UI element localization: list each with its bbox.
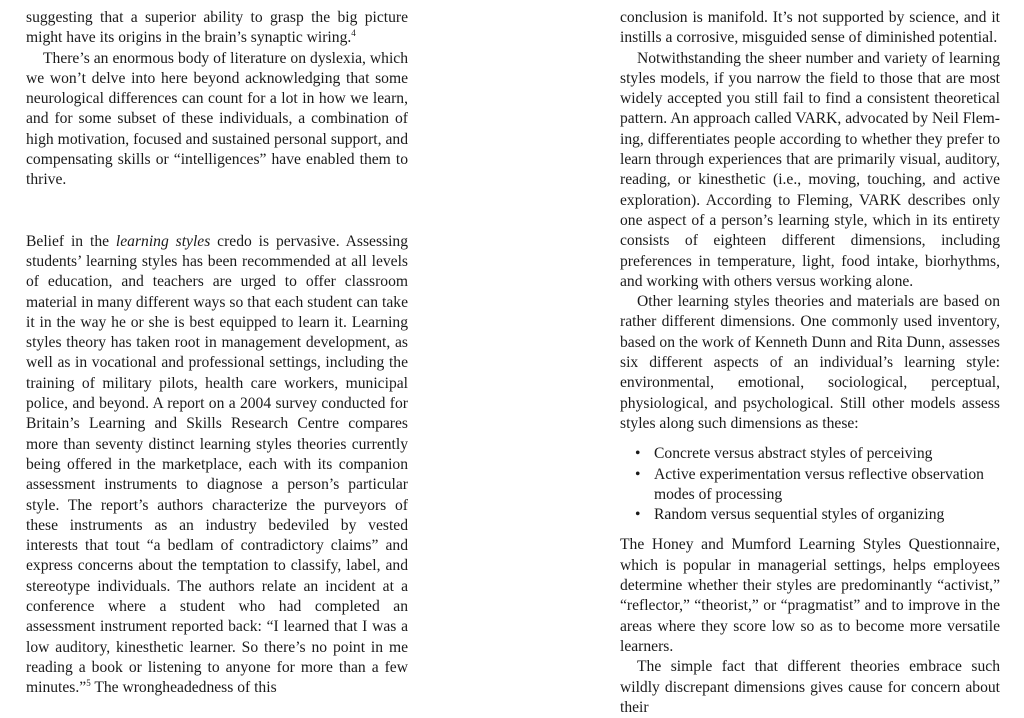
paragraph: Other learning styles theories and materials are based on rather different dimensions. One commonly used inventory, based on the work of Kenneth Dunn and Rita Dunn, assesses six different aspects of an individual’s learning style: environmental, emotional, sociological, perceptual, physiological, and psychological. Still other models assess styles along such dimensions as these: [620,293,1000,432]
paragraph: The Honey and Mumford Learning Styles Questionnaire, which is popular in managerial settings, helps employees determine whether their styles are predominantly “activist,” “reflector,” “theorist,” or “pragmatist” and to improve in the areas where they score low so as to become more versatile learners. [620,536,1000,655]
paragraph-text: The wrongheadedness of this [90,679,277,697]
list-item: • Concrete versus abstract styles of perceiving [635,444,1000,464]
right-column [620,8,1000,718]
left-column [26,8,408,699]
paragraph: Notwithstanding the sheer number and variety of learning styles models, if you narrow the field to those that are most widely accepted you still fail to find a consistent theoretical pattern. An approach called VARK, advocated by Neil Fleming, differentiates people according to whether they prefer to learn through experiences that are primarily visual, auditory, reading, or kinesthetic (i.e., moving, touching, and active exploration). According to Fleming, VARK describes only one aspect of a person’s learning style, which in its entirety consists of eighteen different dimensions, including preferences in temperature, light, food intake, biorhythms, and working with others versus working alone. [620,49,1000,290]
paragraph: There’s an enormous body of literature on dyslexia, which we won’t delve into here beyond acknowledging that some neurological differences can count for a lot in how we learn, and for some subset of these individuals, a combination of high motivation, focused and sustained personal support, and compensating skills or “intelligences” have enabled them to thrive. [26,49,408,189]
bullet-list [620,444,1000,525]
footnote-ref: 4 [351,28,356,39]
italic-term: learning styles [115,232,211,250]
section-break [26,191,408,232]
spacer [620,434,1000,444]
spacer [620,525,1000,535]
list-item: • Active experimentation versus reflective observation modes of processing [635,465,1000,506]
paragraph-text: suggesting that a superior ability to grasp the big picture might have its origins in the brain’s synaptic wiring. [26,9,408,47]
paragraph [26,232,408,699]
paragraph [26,8,408,49]
paragraph-text: Belief in the [26,232,116,250]
footnote-ref: 5 [86,678,91,689]
list-item: • Random versus sequential styles of organizing [635,505,1000,525]
paragraph: conclusion is manifold. It’s not supported by science, and it instills a corrosive, misguided sense of diminished potential. [620,9,1000,47]
paragraph: The simple fact that different theories embrace such wildly discrepant dimensions gives cause for concern about their [620,658,1000,716]
paragraph-text: credo is pervasive. Assessing students’ learning styles has been recommended at all levels of education, and teachers are urged to offer classroom material in many different ways so that each student can take it in the way he or she is best equipped to learn it. Learning styles theory has taken root in management development, as well as in vocational and professional settings, including the training of military pilots, health care workers, municipal police, and beyond. A report on a 2004 survey conducted for Britain’s Learning and Skills Research Centre compares more than seventy distinct learning styles theories currently being offered in the marketplace, each with its companion assessment instruments to diagnose a person’s particular style. The report’s authors characterize the purveyors of these instruments as an industry bedeviled by vested interests that tout “a bedlam of contradictory claims” and express concerns about the temptation to classify, label, and stereotype individuals. The authors relate an incident at a conference where a student who had completed an assessment instrument reported back: “I learned that I was a low auditory, kinesthetic learner. So there’s no point in me reading a book or listening to anyone for more than a few minutes.” [26,232,409,697]
